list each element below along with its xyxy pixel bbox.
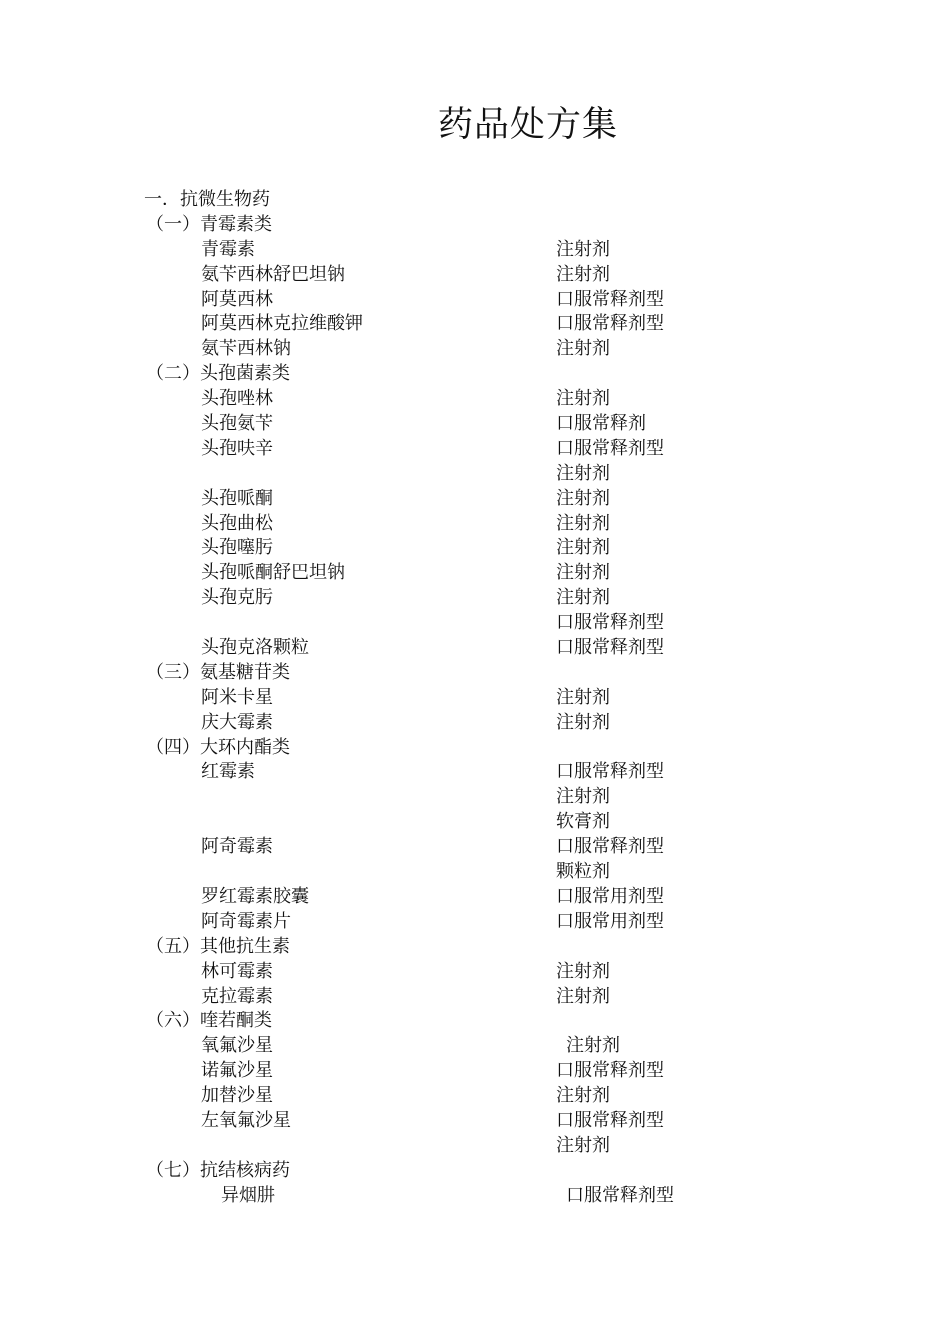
- dosage-form: 注射剂: [556, 587, 610, 609]
- drug-row: [0, 487, 950, 512]
- drug-name: 阿奇霉素: [201, 836, 273, 858]
- drug-row: [0, 512, 950, 537]
- dosage-form: 口服常释剂型: [566, 1184, 674, 1206]
- drug-row: [0, 1184, 950, 1209]
- subsection-heading: [0, 1159, 950, 1184]
- drug-row: [0, 611, 950, 636]
- subsection-label: （二）头孢菌素类: [146, 363, 290, 385]
- drug-row: [0, 437, 950, 462]
- drug-row: [0, 462, 950, 487]
- drug-name: 头孢哌酮: [201, 487, 273, 509]
- drug-name: 罗红霉素胶囊: [201, 885, 309, 907]
- drug-row: [0, 288, 950, 313]
- drug-name: 阿米卡星: [201, 686, 273, 708]
- drug-name: 红霉素: [201, 761, 255, 783]
- dosage-form: 注射剂: [556, 263, 610, 285]
- dosage-form: 注射剂: [556, 786, 610, 808]
- drug-name: 氧氟沙星: [201, 1035, 273, 1057]
- dosage-form: 注射剂: [556, 960, 610, 982]
- dosage-form: 注射剂: [556, 562, 610, 584]
- drug-row: [0, 860, 950, 885]
- dosage-form: 注射剂: [556, 512, 610, 534]
- dosage-form: 注射剂: [556, 537, 610, 559]
- subsection-label: （七）抗结核病药: [146, 1159, 290, 1181]
- dosage-form: 口服常释剂型: [556, 288, 664, 310]
- drug-row: [0, 1059, 950, 1084]
- subsection-heading: [0, 661, 950, 686]
- drug-name: 诺氟沙星: [201, 1060, 273, 1082]
- drug-row: [0, 985, 950, 1010]
- drug-name: 加替沙星: [201, 1085, 273, 1107]
- subsection-heading: [0, 213, 950, 238]
- drug-row: [0, 1134, 950, 1159]
- drug-row: [0, 263, 950, 288]
- drug-row: [0, 561, 950, 586]
- drug-name: 异烟肼: [221, 1184, 275, 1206]
- drug-name: 头孢曲松: [201, 512, 273, 534]
- drug-name: 庆大霉素: [201, 711, 273, 733]
- drug-name: 头孢唑林: [201, 388, 273, 410]
- drug-row: [0, 1084, 950, 1109]
- drug-name: 青霉素: [201, 238, 255, 260]
- subsection-heading: [0, 736, 950, 761]
- dosage-form: 口服常释剂型: [556, 761, 664, 783]
- drug-name: 氨苄西林舒巴坦钠: [201, 263, 345, 285]
- dosage-form: 注射剂: [556, 487, 610, 509]
- dosage-form: 注射剂: [556, 985, 610, 1007]
- drug-name: 头孢克洛颗粒: [201, 637, 309, 659]
- drug-row: [0, 835, 950, 860]
- dosage-form: 口服常释剂型: [556, 313, 664, 335]
- drug-row: [0, 337, 950, 362]
- dosage-form: 注射剂: [556, 462, 610, 484]
- dosage-form: 口服常释剂型: [556, 836, 664, 858]
- drug-row: [0, 785, 950, 810]
- subsection-label: （四）大环内酯类: [146, 736, 290, 758]
- drug-name: 阿奇霉素片: [201, 910, 291, 932]
- dosage-form: 口服常用剂型: [556, 885, 664, 907]
- subsection-label: （五）其他抗生素: [146, 935, 290, 957]
- drug-row: [0, 910, 950, 935]
- drug-row: [0, 810, 950, 835]
- dosage-form: 口服常释剂型: [556, 637, 664, 659]
- subsection-label: （一）青霉素类: [146, 213, 272, 235]
- drug-row: [0, 686, 950, 711]
- dosage-form: 注射剂: [556, 1134, 610, 1156]
- dosage-form: 注射剂: [566, 1035, 620, 1057]
- dosage-form: 口服常释剂: [556, 413, 646, 435]
- drug-name: 头孢呋辛: [201, 437, 273, 459]
- drug-name: 头孢氨苄: [201, 413, 273, 435]
- drug-row: [0, 412, 950, 437]
- subsection-label: （六）喹若酮类: [146, 1010, 272, 1032]
- page-title: 药品处方集: [437, 105, 618, 145]
- drug-row: [0, 312, 950, 337]
- dosage-form: 注射剂: [556, 388, 610, 410]
- drug-name: 阿莫西林克拉维酸钾: [201, 313, 363, 335]
- section-heading: [0, 188, 950, 213]
- drug-row: [0, 960, 950, 985]
- drug-name: 阿莫西林: [201, 288, 273, 310]
- dosage-form: 注射剂: [556, 1085, 610, 1107]
- drug-name: 氨苄西林钠: [201, 338, 291, 360]
- section-label: 一．抗微生物药: [144, 189, 270, 210]
- drug-name: 头孢噻肟: [201, 537, 273, 559]
- drug-name: 头孢哌酮舒巴坦钠: [201, 562, 345, 584]
- dosage-form: 注射剂: [556, 686, 610, 708]
- drug-row: [0, 636, 950, 661]
- dosage-form: 注射剂: [556, 338, 610, 360]
- drug-name: 克拉霉素: [201, 985, 273, 1007]
- drug-row: [0, 387, 950, 412]
- drug-row: [0, 586, 950, 611]
- drug-row: [0, 238, 950, 263]
- dosage-form: 口服常释剂型: [556, 1109, 664, 1131]
- drug-row: [0, 885, 950, 910]
- drug-name: 林可霉素: [201, 960, 273, 982]
- formulary-list: [0, 188, 950, 1209]
- dosage-form: 口服常用剂型: [556, 910, 664, 932]
- subsection-heading: [0, 935, 950, 960]
- drug-row: [0, 1109, 950, 1134]
- drug-row: [0, 536, 950, 561]
- dosage-form: 软膏剂: [556, 811, 610, 833]
- dosage-form: 颗粒剂: [556, 861, 610, 883]
- drug-row: [0, 711, 950, 736]
- dosage-form: 口服常释剂型: [556, 612, 664, 634]
- dosage-form: 注射剂: [556, 238, 610, 260]
- drug-row: [0, 1034, 950, 1059]
- drug-name: 头孢克肟: [201, 587, 273, 609]
- dosage-form: 注射剂: [556, 711, 610, 733]
- subsection-heading: [0, 1009, 950, 1034]
- dosage-form: 口服常释剂型: [556, 437, 664, 459]
- drug-row: [0, 760, 950, 785]
- subsection-heading: [0, 362, 950, 387]
- drug-name: 左氧氟沙星: [201, 1109, 291, 1131]
- subsection-label: （三）氨基糖苷类: [146, 661, 290, 683]
- dosage-form: 口服常释剂型: [556, 1060, 664, 1082]
